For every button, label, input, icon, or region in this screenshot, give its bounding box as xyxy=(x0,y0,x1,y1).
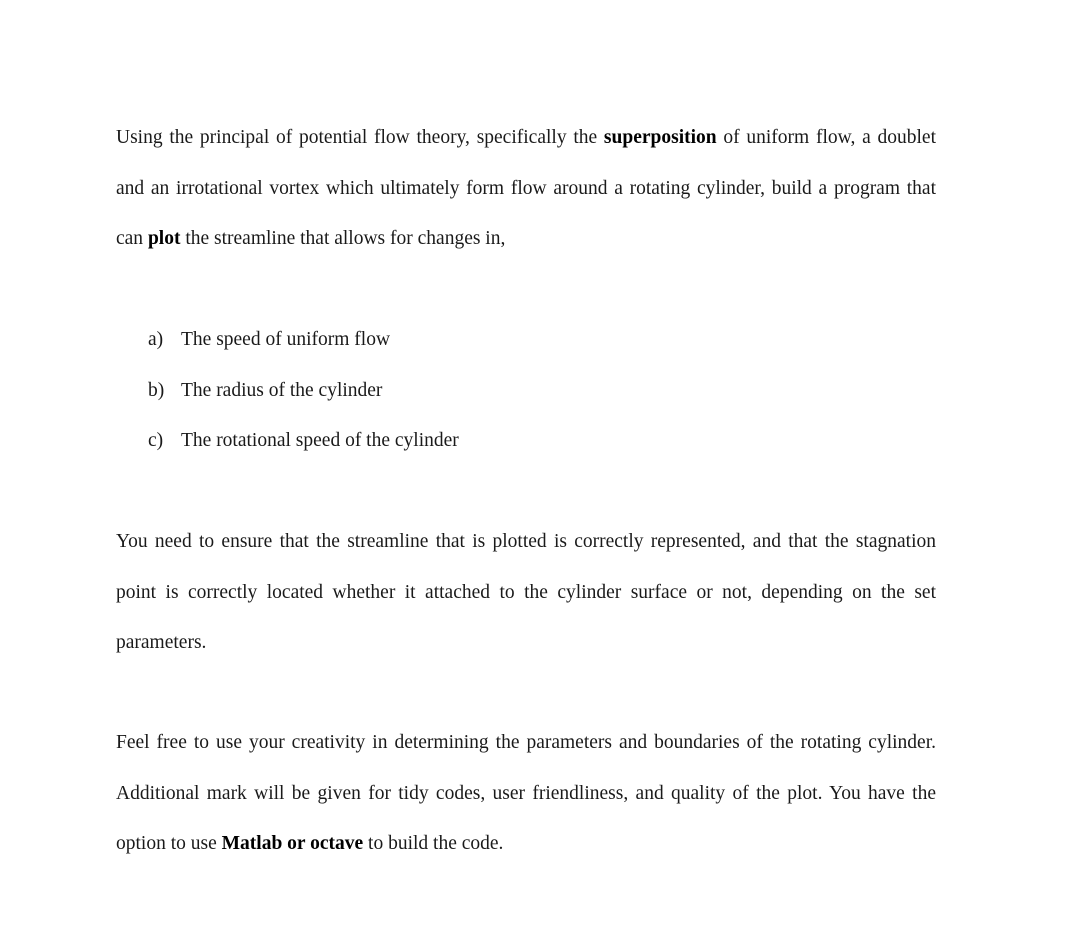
list-marker: b) xyxy=(148,379,165,401)
plot-emphasis: plot xyxy=(147,228,181,249)
creativity-paragraph xyxy=(116,718,936,870)
list-item xyxy=(148,416,459,467)
intro-text-3: the streamline that allows for changes in, xyxy=(180,228,506,249)
list-item-text: The speed of uniform flow xyxy=(181,329,391,350)
matlab-octave-emphasis: Matlab or octave xyxy=(221,833,364,854)
superposition-emphasis: superposition xyxy=(603,127,717,148)
intro-text-2: of uniform flow, a doublet and an irrotational vortex which ultimately form flow around a rotating cylinder, build a program that can xyxy=(116,127,936,249)
requirements-paragraph: You need to ensure that the streamline that is plotted is correctly represented, and that the stagnation point is correctly located whether it attached to the cylinder surface or not, depending on the set parameters. xyxy=(116,531,936,653)
creativity-text-1: Feel free to use your creativity in determining the parameters and boundaries of the rotating cylinder. Additional mark will be given for tidy codes, user friendliness, and quality of the plot. You have the option to use xyxy=(116,732,936,854)
list-item xyxy=(148,315,459,366)
list-item xyxy=(148,366,459,417)
creativity-text-2: to build the code. xyxy=(363,833,504,854)
list-marker: c) xyxy=(148,430,164,451)
list-item-text: The rotational speed of the cylinder xyxy=(181,430,459,451)
parameter-list xyxy=(148,315,459,467)
intro-text-1: Using the principal of potential flow theory, specifically the xyxy=(116,127,604,148)
intro-paragraph xyxy=(116,113,936,265)
list-item-text: The radius of the cylinder xyxy=(181,379,383,401)
list-marker: a) xyxy=(148,329,164,350)
